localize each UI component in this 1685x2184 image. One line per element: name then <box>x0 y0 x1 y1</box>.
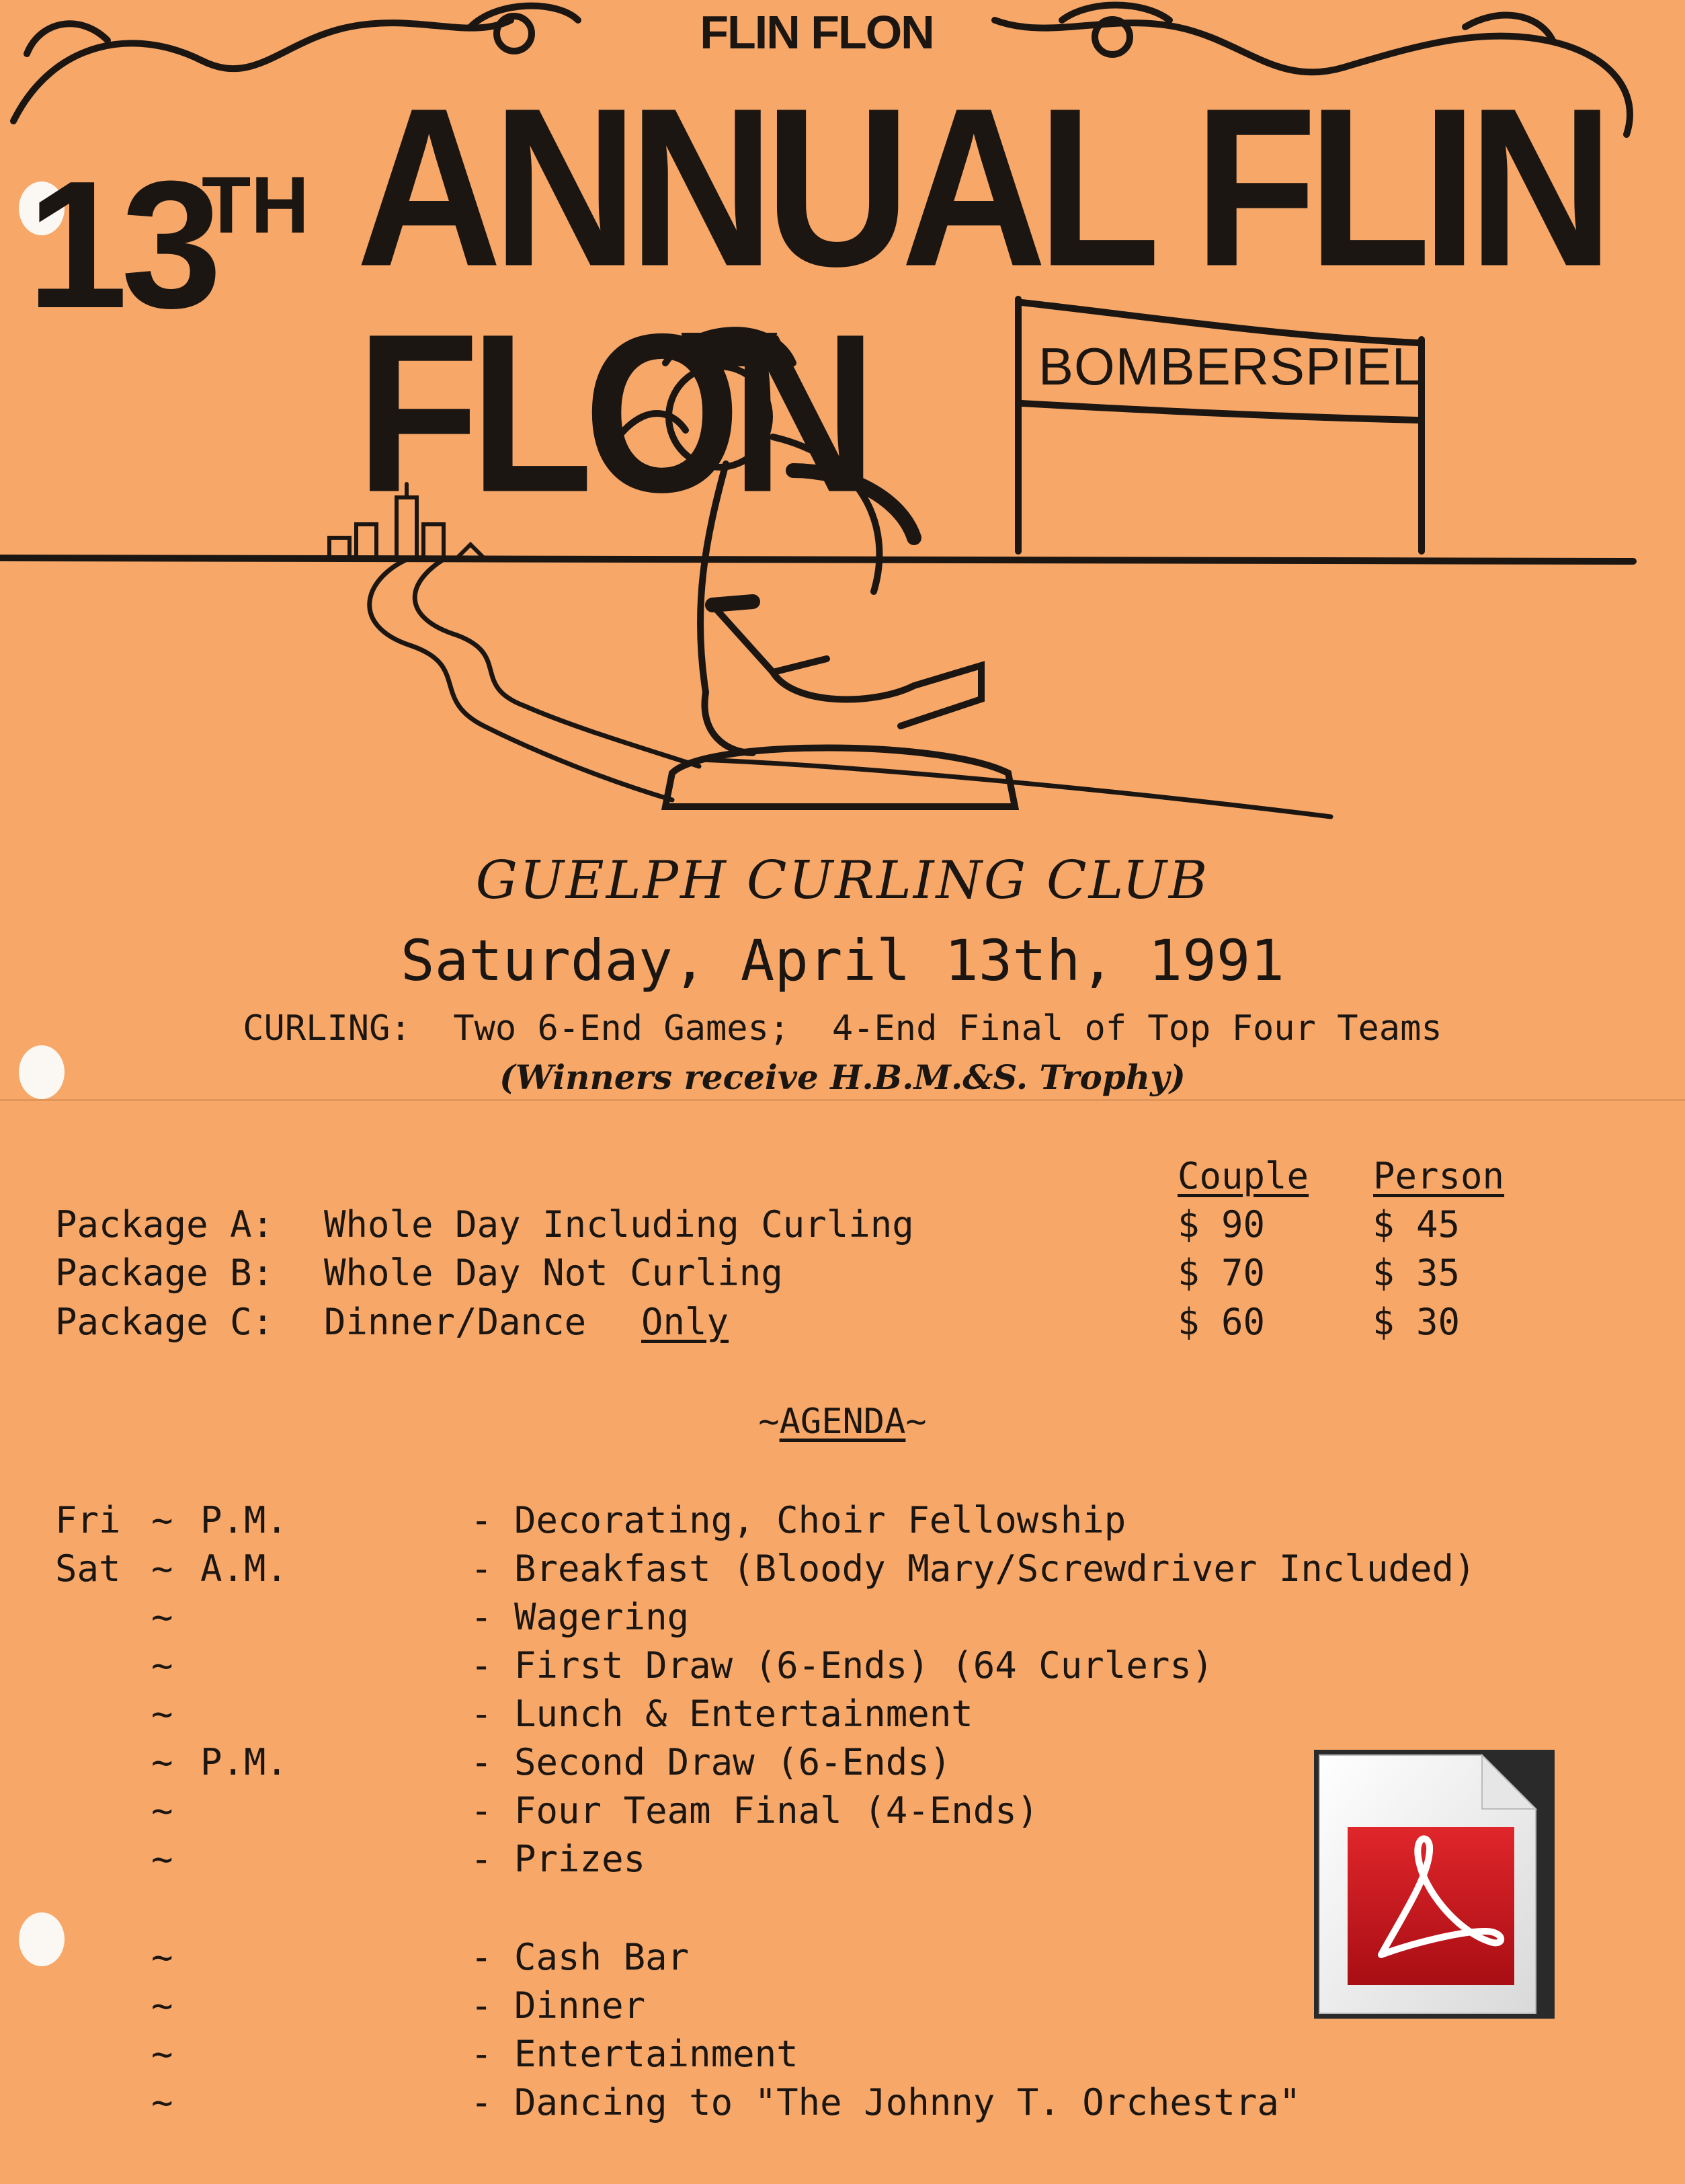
agenda-desc: - Lunch & Entertainment <box>470 1693 973 1735</box>
package-name: Package B: <box>55 1252 274 1294</box>
agenda-period: P.M. <box>200 1741 288 1783</box>
sign-text: BOMBERSPIEL <box>1038 337 1422 396</box>
package-name: Package A: <box>55 1203 274 1246</box>
agenda-title <box>0 1402 1685 1442</box>
price-couple: $ 60 <box>1178 1301 1266 1343</box>
agenda-desc: - Wagering <box>470 1596 690 1638</box>
price-couple: $ 70 <box>1178 1252 1266 1294</box>
agenda-tilde: ~ <box>151 1547 173 1590</box>
package-desc-emphasis: Only <box>641 1301 729 1343</box>
agenda-tilde: ~ <box>151 1741 173 1783</box>
agenda-title-text: AGENDA <box>779 1402 906 1442</box>
col-header-person: Person <box>1373 1155 1505 1197</box>
agenda-tilde: ~ <box>151 1644 173 1687</box>
package-desc: Whole Day Including Curling <box>324 1203 914 1246</box>
package-desc: Whole Day Not Curling <box>324 1252 783 1294</box>
agenda-desc: - Decorating, Choir Fellowship <box>470 1499 1126 1541</box>
agenda-tilde: ~ <box>151 1936 173 1978</box>
punch-hole <box>19 1912 65 1966</box>
agenda-tilde: ~ <box>151 1838 173 1880</box>
agenda-desc: - Prizes <box>470 1838 646 1880</box>
price-person: $ 45 <box>1372 1203 1461 1246</box>
agenda-desc: - Entertainment <box>470 2033 798 2075</box>
event-date: Saturday, April 13th, 1991 <box>401 928 1284 994</box>
agenda-tilde: ~ <box>151 1596 173 1638</box>
agenda-tilde: ~ <box>151 2033 173 2075</box>
title-main: ANNUAL FLIN FLON <box>356 60 1604 540</box>
pdf-file-icon[interactable] <box>1314 1750 1555 2019</box>
fold-line <box>0 1099 1685 1101</box>
agenda-desc: - Dancing to "The Johnny T. Orchestra" <box>470 2081 1301 2124</box>
agenda-period: A.M. <box>200 1547 288 1590</box>
trophy-note: (Winners receive H.B.M.&S. Trophy) <box>499 1057 1186 1097</box>
agenda-tilde: ~ <box>151 1693 173 1735</box>
agenda-tilde: ~ <box>151 1499 173 1541</box>
package-name: Package C: <box>55 1301 274 1343</box>
agenda-tilde: ~ <box>151 1984 173 2027</box>
agenda-tilde: ~ <box>151 2081 173 2124</box>
header-artwork <box>0 0 1685 847</box>
club-name: GUELPH CURLING CLUB <box>475 850 1210 911</box>
agenda-period: P.M. <box>200 1499 288 1541</box>
agenda-title-prefix: ~ <box>758 1402 780 1442</box>
agenda-desc: - Dinner <box>470 1984 646 2027</box>
agenda-desc: - Second Draw (6-Ends) <box>470 1741 952 1783</box>
agenda-desc: - Breakfast (Bloody Mary/Screwdriver Included) <box>470 1547 1476 1590</box>
agenda-title-suffix: ~ <box>905 1402 927 1442</box>
title-number: 13 <box>27 144 216 346</box>
price-couple: $ 90 <box>1178 1203 1266 1246</box>
banner-small-text: FLIN FLON <box>700 6 934 58</box>
agenda-desc: - Cash Bar <box>470 1936 690 1978</box>
curling-format: CURLING: Two 6-End Games; 4-End Final of Top Four Teams <box>243 1008 1442 1049</box>
price-person: $ 35 <box>1372 1252 1461 1294</box>
agenda-day: Fri <box>55 1499 121 1541</box>
pdf-file-icon-graphic <box>1314 1750 1555 2019</box>
price-person: $ 30 <box>1372 1301 1461 1343</box>
package-desc: Dinner/Dance <box>324 1301 608 1343</box>
title-suffix: TH <box>202 160 309 250</box>
col-header-couple: Couple <box>1178 1155 1309 1197</box>
agenda-desc: - First Draw (6-Ends) (64 Curlers) <box>470 1644 1214 1687</box>
agenda-day: Sat <box>55 1547 121 1590</box>
agenda-desc: - Four Team Final (4-Ends) <box>470 1789 1039 1832</box>
agenda-tilde: ~ <box>151 1789 173 1832</box>
